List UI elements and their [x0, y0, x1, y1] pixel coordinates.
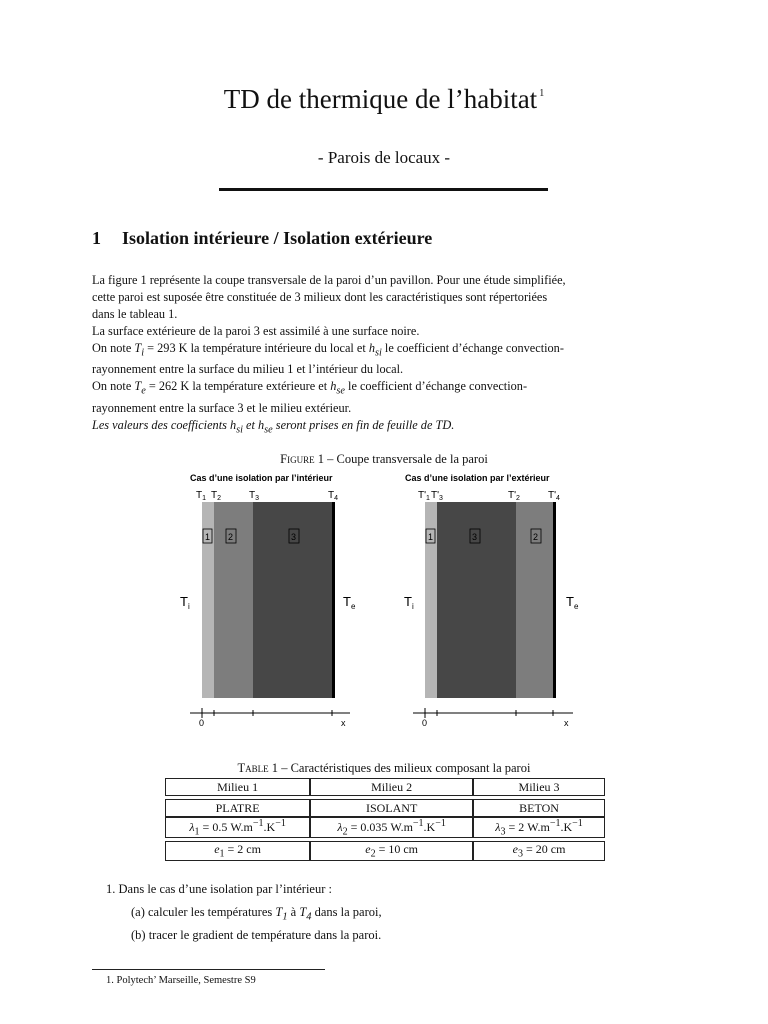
right-t1-label: $T'_1$ [418, 490, 430, 502]
table-caption-text: – Caractéristiques des milieux composant la paroi [278, 761, 531, 775]
right-t3-label: $T'_3$ [431, 490, 443, 502]
question-1 [106, 882, 332, 897]
document-subtitle: - Parois de locaux - [317, 148, 451, 167]
question-1b [131, 928, 381, 943]
para-line: rayonnement entre la surface du milieu 1 et l’intérieur du local. [92, 362, 404, 377]
table-cell: $\lambda_2 = 0.035$ $W.m^{-1}.K^{-1}$ [310, 817, 473, 838]
table-cell: $e_1 = 2$ cm [165, 841, 310, 860]
table-cell: $\lambda_1 = 0.5$ $W.m^{-1}.K^{-1}$ [165, 817, 310, 838]
intro-paragraph [92, 272, 678, 438]
para-line: La figure 1 représente la coupe transversale de la paroi d’un pavillon. Pour une étude simplifiée, [92, 273, 566, 287]
right-t4-label: $T'_4$ [548, 490, 560, 502]
left-outer-edge [332, 502, 335, 698]
para-line: cette paroi est suposée être constituée de 3 milieux dont les caractéristiques sont répertoriées [92, 290, 548, 304]
left-t3-label: $T_3$ [249, 490, 260, 502]
left-layer-1-label: 1 [205, 532, 211, 542]
right-panel-heading: Cas d’une isolation par l’extérieur [405, 473, 550, 483]
left-panel-heading: Cas d’une isolation par l’intérieur [190, 473, 333, 483]
title-text: TD de thermique de l’habitat [223, 84, 538, 114]
wall-cross-section-figure [0, 468, 768, 730]
left-axis-x: x [341, 718, 346, 728]
table-row-thickness [165, 841, 605, 860]
para-line: dans le tableau 1. [92, 307, 178, 321]
left-layer-2-label: 2 [228, 532, 234, 542]
left-t2-label: $T_2$ [211, 490, 222, 502]
table-row-material [165, 799, 605, 817]
para-line-italic: Les valeurs des coefficients $h_{si}$ et $h_{se}$ seront prises en fin de feuille de TD. [92, 417, 455, 436]
section-number: 1 [92, 228, 101, 248]
var-hsi: $h_{si}$ [368, 341, 382, 359]
table-label: Table 1 [237, 761, 279, 775]
right-x-axis [413, 708, 573, 718]
table-caption [0, 761, 768, 776]
question-label: (b) [131, 928, 146, 942]
right-layer-3-label: 3 [472, 532, 478, 542]
table-cell: ISOLANT [310, 799, 473, 817]
right-axis-x: x [564, 718, 569, 728]
right-ti-label: $T_i$ [404, 594, 414, 611]
question-1a: (a) calculer les températures $T_1$ à $T_4$ dans la paroi, [131, 905, 382, 923]
question-label: (a) [131, 905, 145, 919]
title-rule [219, 188, 548, 191]
table-cell: $e_3 = 20$ cm [473, 841, 605, 860]
figure-label: Figure 1 [280, 452, 324, 466]
left-x-axis [190, 708, 350, 718]
right-layer-2-label: 2 [533, 532, 539, 542]
table-header-row [165, 778, 605, 796]
table-header-cell: Milieu 2 [310, 778, 473, 796]
left-t1-label: $T_1$ [196, 490, 207, 502]
figure-caption-text: – Coupe transversale de la paroi [323, 452, 488, 466]
materials-table [165, 778, 605, 861]
footnote [106, 975, 256, 986]
para-line: On note $T_e = 262$ K la température extérieure et $h_{se}$ le coefficient d’échange convection- [92, 379, 528, 397]
table-cell: PLATRE [165, 799, 310, 817]
var-ti: $T_i$ [134, 341, 145, 359]
var-te: $T_e$ [134, 379, 146, 397]
right-t2-label: $T'_2$ [508, 490, 520, 502]
right-axis-origin: 0 [422, 718, 428, 728]
var-hse: $h_{se}$ [330, 379, 345, 397]
title-footnote-mark: 1 [539, 88, 545, 99]
left-axis-origin: 0 [199, 718, 205, 728]
footnote-mark: 1. [106, 975, 114, 986]
left-layer-3-label: 3 [291, 532, 297, 542]
para-line: La surface extérieure de la paroi 3 est assimilé à une surface noire. [92, 324, 420, 338]
section-heading [92, 228, 432, 249]
para-line: On note $T_i = 293$ K la température intérieure du local et $h_{si}$ le coefficient d’échange convection- [92, 341, 564, 359]
table-header-cell: Milieu 1 [165, 778, 310, 796]
left-ti-label: $T_i$ [180, 594, 190, 611]
para-line: rayonnement entre la surface 3 et le milieu extérieur. [92, 400, 352, 415]
right-outer-edge [553, 502, 556, 698]
table-header-cell: Milieu 3 [473, 778, 605, 796]
right-layer-1-label: 1 [428, 532, 434, 542]
table-row-lambda [165, 817, 605, 838]
question-text: Dans le cas d’une isolation par l’intérieur : [118, 882, 332, 896]
table-cell: $\lambda_3 = 2$ $W.m^{-1}.K^{-1}$ [473, 817, 605, 838]
figure-caption [0, 452, 768, 467]
document-title [0, 84, 768, 115]
left-layer-isolant [214, 502, 253, 698]
table-cell: BETON [473, 799, 605, 817]
question-text: tracer le gradient de température dans la paroi. [148, 928, 382, 942]
table-cell: $e_2 = 10$ cm [310, 841, 473, 860]
footnote-rule [92, 969, 325, 970]
question-number: 1. [106, 882, 116, 896]
left-t4-label: $T_4$ [328, 490, 339, 502]
left-te-label: $T_e$ [343, 594, 356, 611]
right-te-label: $T_e$ [566, 594, 579, 611]
section-title: Isolation intérieure / Isolation extérieure [122, 228, 433, 248]
footnote-text: Polytech’ Marseille, Semestre S9 [116, 975, 256, 986]
